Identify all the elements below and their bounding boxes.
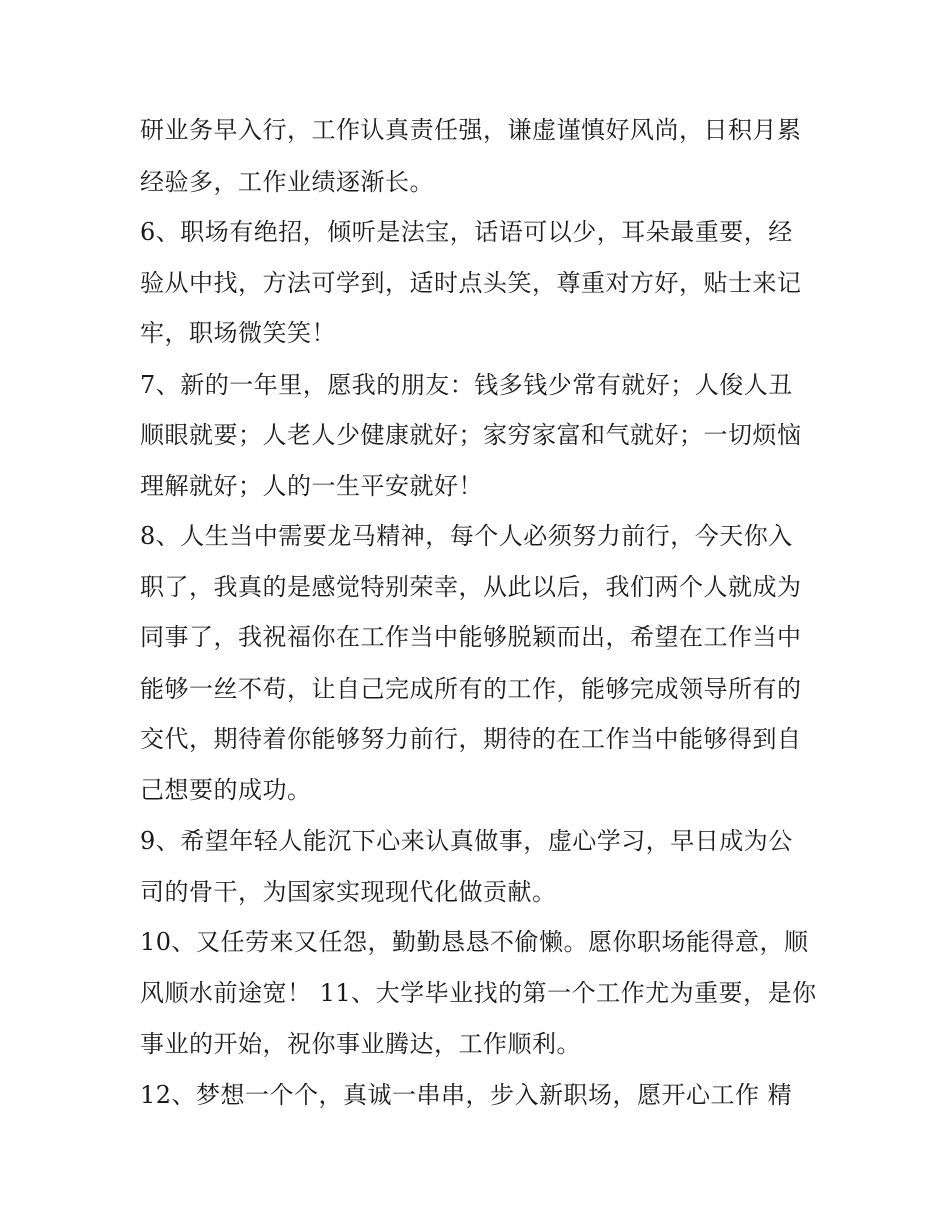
text-line: 顺眼就要；人老人少健康就好；家穷家富和气就好；一切烦恼 [140, 421, 802, 449]
text-line: 风顺水前途宽！ 11、大学毕业找的第一个工作尤为重要，是你 [140, 979, 817, 1007]
text-line: 8、人生当中需要龙马精神，每个人必须努力前行，今天你入 [140, 522, 793, 550]
text-line: 交代，期待着你能够努力前行，期待的在工作当中能够得到自 [140, 725, 802, 753]
text-line: 职了，我真的是感觉特别荣幸，从此以后，我们两个人就成为 [140, 573, 802, 601]
text-line: 牢，职场微笑笑！ [140, 319, 336, 347]
text-line: 己想要的成功。 [140, 776, 312, 804]
text-line: 司的骨干，为国家实现现代化做贡献。 [140, 878, 557, 906]
text-line: 验从中找，方法可学到，适时点头笑，尊重对方好，贴士来记 [140, 269, 802, 297]
text-line: 事业的开始，祝你事业腾达，工作顺利。 [140, 1030, 581, 1058]
text-line: 7、新的一年里，愿我的朋友：钱多钱少常有就好；人俊人丑 [140, 371, 793, 399]
text-line: 12、梦想一个个，真诚一串串，步入新职场，愿开心工作 精 [140, 1081, 793, 1109]
text-line: 10、又任劳来又任怨，勤勤恳恳不偷懒。愿你职场能得意，顺 [140, 928, 809, 956]
text-line: 理解就好；人的一生平安就好！ [140, 472, 483, 500]
text-line: 9、希望年轻人能沉下心来认真做事，虚心学习，早日成为公 [140, 827, 793, 855]
text-line: 能够一丝不苟，让自己完成所有的工作，能够完成领导所有的 [140, 675, 802, 703]
text-line: 6、职场有绝招，倾听是法宝，话语可以少，耳朵最重要，经 [140, 218, 793, 246]
text-line: 经验多，工作业绩逐渐长。 [140, 168, 434, 196]
text-line: 研业务早入行，工作认真责任强，谦虚谨慎好风尚，日积月累 [140, 116, 802, 144]
text-line: 同事了，我祝福你在工作当中能够脱颖而出，希望在工作当中 [140, 623, 802, 651]
